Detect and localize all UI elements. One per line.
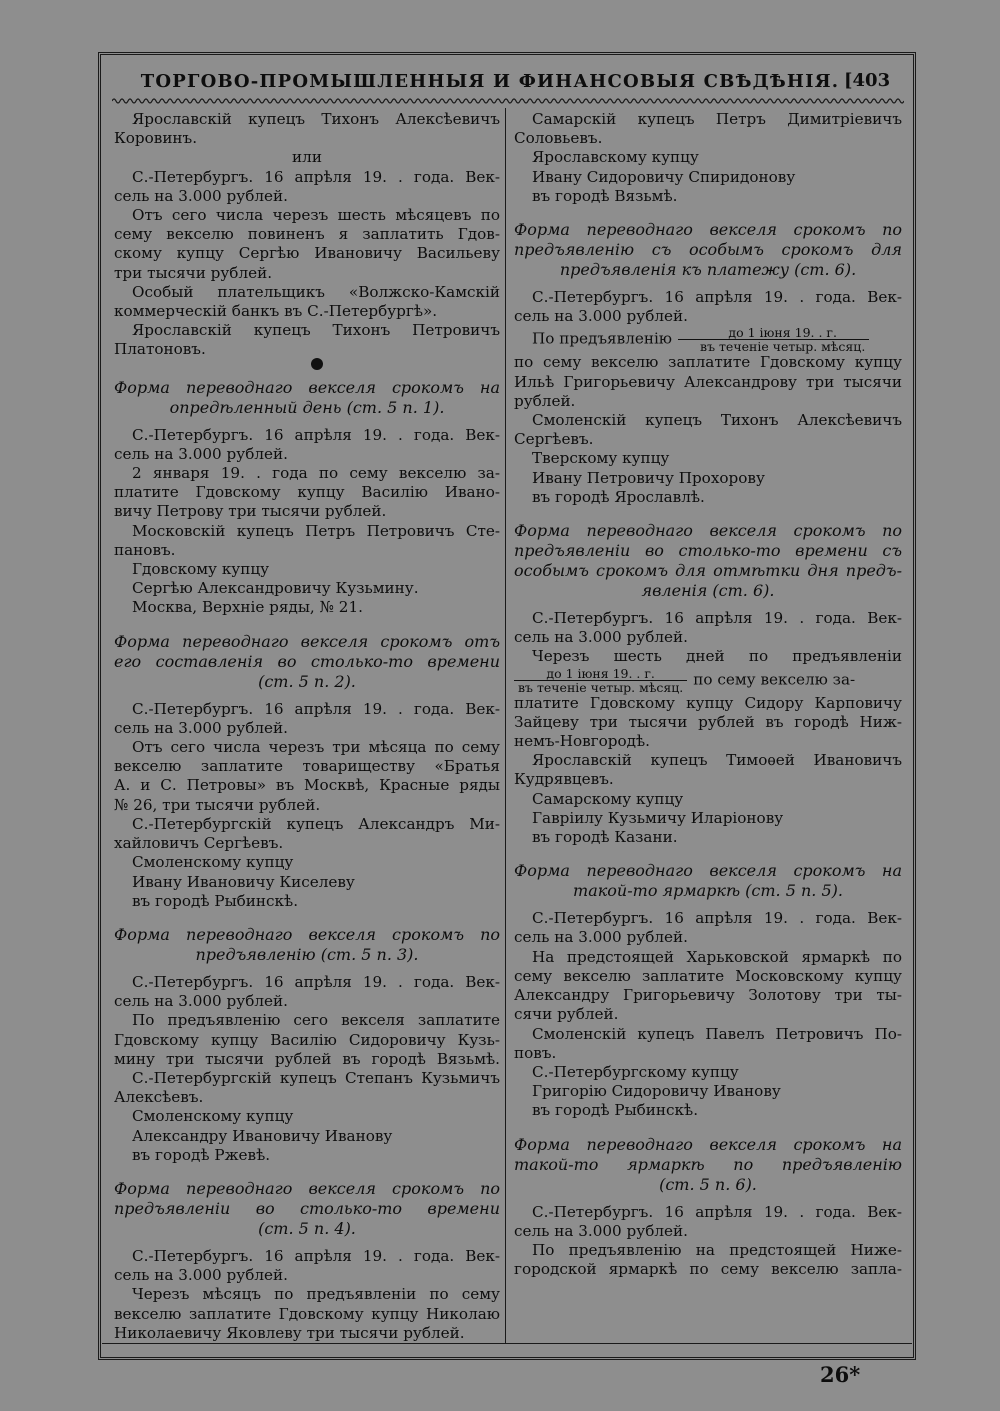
text-line: векселю заплатите товариществу «Братья <box>114 757 500 776</box>
text-line: (ст. 5 п. 4). <box>258 1218 356 1238</box>
text-line: Форма переводнаго векселя срокомъ по <box>114 1178 500 1198</box>
text-line: сему векселю заплатите Московскому купцу <box>514 966 902 985</box>
text-line: На предстоящей Харьковской ярмаркѣ по <box>532 947 902 966</box>
text-line: С.-Петербургъ. 16 апрѣля 19. . года. Век- <box>132 699 500 718</box>
text-line: сячи рублей. <box>514 1005 619 1024</box>
text-line: городской ярмаркѣ по сему векселю запла- <box>514 1260 902 1279</box>
text-line: Смоленскому купцу <box>132 1107 294 1126</box>
section-heading <box>114 378 500 418</box>
left-column <box>114 110 500 1343</box>
text-line: Коровинъ. <box>114 129 198 148</box>
text-line: предъявленіи во столько-то времени <box>114 1198 500 1218</box>
text-line: Гавріилу Кузьмичу Иларіонову <box>532 808 784 827</box>
text-line: А. и С. Петровы» въ Москвѣ, Красные ряды <box>114 776 500 795</box>
text-line: С.-Петербургскій купецъ Александръ Ми- <box>132 814 500 833</box>
text-fragment: по сему векселю за- <box>693 670 856 689</box>
bill-example <box>114 426 500 618</box>
text-line: Алексѣевъ. <box>114 1088 204 1107</box>
text-line: С.-Петербургъ. 16 апрѣля 19. . года. Век- <box>132 1246 500 1265</box>
section-heading <box>114 632 500 692</box>
text-line: С.-Петербургъ. 16 апрѣля 19. . года. Век- <box>532 288 902 307</box>
text-line: предъявленія къ платежу (ст. 6). <box>559 260 857 280</box>
text-line: Николаевичу Яковлеву три тысячи рублей. <box>114 1323 465 1342</box>
text-line: сель на 3.000 рублей. <box>514 628 688 647</box>
text-line: такой-то ярмаркѣ по предъявленію <box>514 1154 902 1174</box>
running-header-title: ТОРГОВО-ПРОМЫШЛЕННЫЯ И ФИНАНСОВЫЯ СВѢДѢНІЯ. <box>140 71 840 92</box>
text-line: явленія (ст. 6). <box>641 581 775 601</box>
section-heading <box>514 220 902 280</box>
text-line: въ городѣ Казани. <box>532 828 678 847</box>
text-line: Черезъ шесть дней по предъявленіи <box>532 647 902 666</box>
text-line: въ городѣ Рыбинскѣ. <box>132 891 299 910</box>
text-line: Ивану Сидоровичу Спиридонову <box>532 167 796 186</box>
text-line: въ городѣ Вязьмѣ. <box>532 186 678 205</box>
text-line: Московскій купецъ Петръ Петровичъ Сте- <box>132 521 500 540</box>
text-line: По предъявленію на предстоящей Ниже- <box>532 1240 902 1259</box>
text-line: въ городѣ Ярославлѣ. <box>532 487 705 506</box>
text-line: С.-Петербургъ. 16 апрѣля 19. . года. Век- <box>132 972 500 991</box>
bill-example <box>514 909 902 1120</box>
fraction-denominator: въ теченіе четыр. мѣсяц. <box>518 679 684 695</box>
text-line: предъявленію съ особымъ срокомъ для <box>514 240 902 260</box>
text-line: 2 января 19. . года по сему векселю за- <box>132 464 500 483</box>
text-line: Ярославскому купцу <box>532 148 699 167</box>
text-line: въ городѣ Ржевѣ. <box>132 1145 271 1164</box>
text-line: Ивану Петровичу Прохорову <box>532 468 765 487</box>
text-line: по сему векселю заплатите Гдовскому купцу <box>514 353 902 372</box>
text-line <box>514 326 902 353</box>
text-line: сель на 3.000 рублей. <box>114 1266 288 1285</box>
text-line: Особый плательщикъ «Волжско-Камскій <box>132 282 500 301</box>
text-line: Платоновъ. <box>114 340 206 359</box>
text-line: вичу Петрову три тысячи рублей. <box>114 502 387 521</box>
text-line: сель на 3.000 рублей. <box>114 444 288 463</box>
text-line: скому купцу Сергѣю Ивановичу Васильеву <box>114 244 500 263</box>
text-line: С.-Петербургъ. 16 апрѣля 19. . года. Век- <box>532 909 902 928</box>
text-line: Гдовскому купцу Василію Сидоровичу Кузь- <box>114 1030 500 1049</box>
page-number: [403 <box>844 70 891 91</box>
text-line: сель на 3.000 рублей. <box>514 1221 688 1240</box>
text-line: въ городѣ Рыбинскѣ. <box>532 1101 699 1120</box>
text-line: С.-Петербургскому купцу <box>532 1062 739 1081</box>
text-line: предъявленію (ст. 5 п. 3). <box>195 944 419 964</box>
section-heading <box>514 1135 902 1195</box>
text-line: Смоленскому купцу <box>132 853 294 872</box>
section-heading <box>114 1179 500 1239</box>
text-line: или <box>292 148 322 167</box>
text-line: Ярославскій купецъ Тихонъ Алексѣевичъ <box>132 110 500 128</box>
text-line: Форма переводнаго векселя срокомъ отъ <box>114 631 500 651</box>
text-line: № 26, три тысячи рублей. <box>114 795 321 814</box>
wavy-rule <box>112 96 904 106</box>
signature-block <box>514 110 902 206</box>
text-line: С.-Петербургъ. 16 апрѣля 19. . года. Век- <box>532 1202 902 1221</box>
text-line: коммерческій банкъ въ С.-Петербургѣ». <box>114 302 438 321</box>
text-line: Смоленскій купецъ Тихонъ Алексѣевичъ <box>532 411 902 430</box>
signature-block <box>114 110 500 168</box>
text-line: Ивану Ивановичу Киселеву <box>132 872 355 891</box>
signature-mark: 26* <box>820 1362 861 1387</box>
text-line: рублей. <box>514 391 576 410</box>
text-line: Ярославскій купецъ Тимоѳей Ивановичъ <box>532 751 902 770</box>
text-line: Ильѣ Григорьевичу Александрову три тысячи <box>514 372 902 391</box>
bill-example <box>114 1247 500 1343</box>
text-line: С.-Петербургъ. 16 апрѣля 19. . года. Век- <box>132 167 500 186</box>
text-line: (ст. 5 п. 2). <box>258 671 356 691</box>
text-line: Александру Ивановичу Иванову <box>132 1126 393 1145</box>
text-line: предъявленіи во столько-то времени съ <box>514 541 902 561</box>
text-line: сель на 3.000 рублей. <box>114 718 288 737</box>
text-line: сему векселю повиненъ я заплатить Гдов- <box>114 225 500 244</box>
text-line: сель на 3.000 рублей. <box>514 307 688 326</box>
right-column <box>514 110 902 1279</box>
text-line: По предъявленію сего векселя заплатите <box>132 1011 500 1030</box>
bill-example <box>114 168 500 360</box>
text-fragment: По предъявленію <box>532 329 673 348</box>
text-line: платите Гдовскому купцу Сидору Карповичу <box>514 693 902 712</box>
text-line: Самарскій купецъ Петръ Димитріевичъ <box>532 110 902 128</box>
text-line: Форма переводнаго векселя срокомъ на <box>514 861 902 881</box>
text-line: сель на 3.000 рублей. <box>114 992 288 1011</box>
section-heading <box>514 861 902 901</box>
text-line: три тысячи рублей. <box>114 263 273 282</box>
fraction-numerator: до 1 іюня 19. . г. <box>514 667 687 681</box>
text-line: Форма переводнаго векселя срокомъ по <box>514 521 902 541</box>
bill-example <box>114 973 500 1165</box>
text-line: Форма переводнаго векселя срокомъ по <box>114 924 500 944</box>
bill-example <box>514 288 902 507</box>
ink-dot <box>311 358 323 370</box>
text-line: Гдовскому купцу <box>132 560 270 579</box>
text-line: Форма переводнаго векселя срокомъ на <box>114 377 500 397</box>
text-line: Сергѣевъ. <box>514 430 594 449</box>
fraction-denominator: въ теченіе четыр. мѣсяц. <box>700 339 866 355</box>
section-heading <box>114 925 500 965</box>
text-line: его составленія во столько-то времени <box>114 651 500 671</box>
text-line: Самарскому купцу <box>532 789 684 808</box>
term-fraction <box>678 326 869 353</box>
text-line: пановъ. <box>114 540 176 559</box>
text-line: Ярославскій купецъ Тихонъ Петровичъ <box>132 321 500 340</box>
section-heading <box>514 521 902 601</box>
text-line: мину три тысячи рублей въ городѣ Вязьмѣ. <box>114 1049 500 1068</box>
text-line: векселю заплатите Гдовскому купцу Николаю <box>114 1304 500 1323</box>
text-line: Смоленскій купецъ Павелъ Петровичъ По- <box>532 1024 902 1043</box>
text-line: Александру Григорьевичу Золотову три ты- <box>514 986 902 1005</box>
column-rule <box>505 108 506 1343</box>
text-line: С.-Петербургъ. 16 апрѣля 19. . года. Век- <box>132 425 500 444</box>
text-line: Отъ сего числа черезъ три мѣсяца по сему <box>132 738 500 757</box>
text-line: немъ-Новгородѣ. <box>514 732 650 751</box>
text-line: Тверскому купцу <box>532 449 670 468</box>
text-line: Москва, Верхніе ряды, № 21. <box>132 598 363 617</box>
text-line: Зайцеву три тысячи рублей въ городѣ Ниж- <box>514 712 902 731</box>
bill-example <box>514 1203 902 1280</box>
text-line: сель на 3.000 рублей. <box>114 186 288 205</box>
bottom-rule <box>102 1343 912 1344</box>
text-line: такой-то ярмаркѣ (ст. 5 п. 5). <box>573 881 843 901</box>
text-line: Соловьевъ. <box>514 129 603 148</box>
text-line: Форма переводнаго векселя срокомъ по <box>514 220 902 240</box>
text-line: С.-Петербургъ. 16 апрѣля 19. . года. Век- <box>532 609 902 628</box>
text-line: Отъ сего числа черезъ шесть мѣсяцевъ по <box>132 206 500 225</box>
text-line <box>514 667 902 694</box>
text-line: платите Гдовскому купцу Василію Ивано- <box>114 483 500 502</box>
bill-example <box>514 609 902 847</box>
text-line: особымъ срокомъ для отмѣтки дня предъ- <box>514 561 902 581</box>
text-line: С.-Петербургскій купецъ Степанъ Кузьмичъ <box>132 1068 500 1087</box>
term-fraction <box>514 667 687 694</box>
fraction-numerator: до 1 іюня 19. . г. <box>678 326 869 340</box>
text-line: Черезъ мѣсяцъ по предъявленіи по сему <box>132 1285 500 1304</box>
text-line: Кудрявцевъ. <box>514 770 614 789</box>
text-line: опредѣленный день (ст. 5 п. 1). <box>169 397 445 417</box>
text-line: хайловичъ Сергѣевъ. <box>114 834 284 853</box>
text-line: сель на 3.000 рублей. <box>514 928 688 947</box>
bill-example <box>114 700 500 911</box>
text-line: (ст. 5 п. 6). <box>659 1174 757 1194</box>
text-line: повъ. <box>514 1043 557 1062</box>
text-line: Григорію Сидоровичу Иванову <box>532 1082 781 1101</box>
text-line: Сергѣю Александровичу Кузьмину. <box>132 579 419 598</box>
text-line: Форма переводнаго векселя срокомъ на <box>514 1134 902 1154</box>
